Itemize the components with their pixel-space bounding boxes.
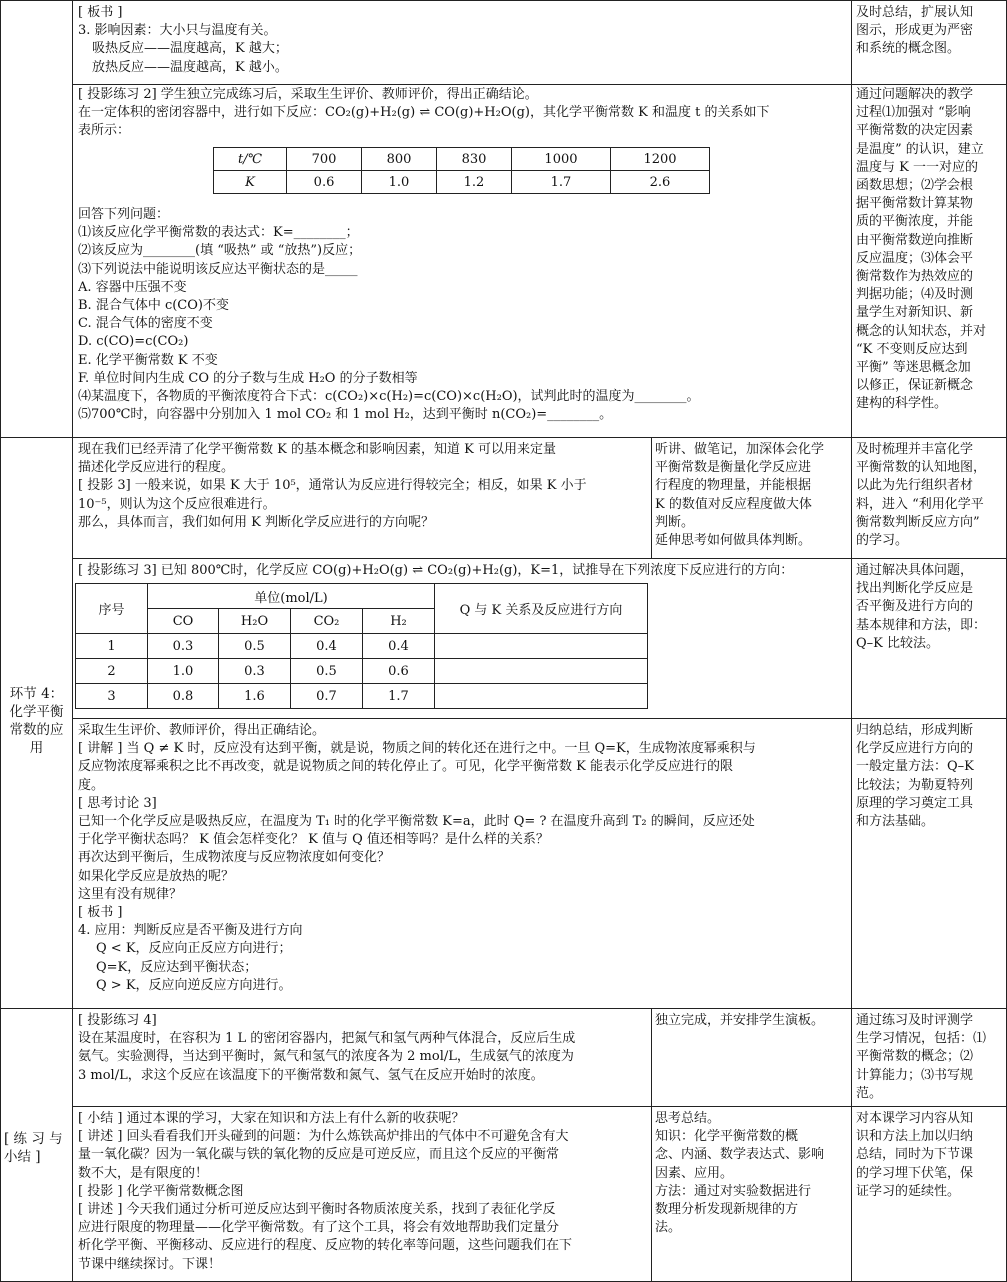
- row-line-3: [72, 558, 1007, 559]
- summary-note: [856, 1110, 1004, 1201]
- content-line: 设在某温度时，在容积为 1 L 的密闭容器内，把氮气和氢气两种气体混合，反应后生成: [78, 1031, 576, 1047]
- block3-student-activity: [655, 441, 850, 550]
- table-cell: 1.2: [437, 171, 512, 194]
- exercise3-title: [78, 562, 850, 580]
- col-qk-header: Q 与 K 关系及反应进行方向: [435, 584, 648, 634]
- label-line: 用: [29, 740, 44, 756]
- activity-line: 思考总结。: [655, 1111, 721, 1126]
- col-unit-header: 单位(mol/L): [148, 584, 435, 609]
- activity-line: 因素、应用。: [655, 1165, 734, 1181]
- note-line: 衡常数作为热效应的: [856, 269, 974, 285]
- block6-note: [856, 1012, 1004, 1103]
- option-line: D. c(CO)=c(CO₂): [78, 334, 189, 350]
- note-line: 平衡常数的决定因素: [856, 123, 974, 139]
- content-line: 于化学平衡状态吗？ K 值会怎样变化？ K 值与 Q 值还相等吗？是什么样的关系？: [78, 832, 549, 848]
- content-line: [ 投影 3] 一般来说，如果 K 大于 10⁵，通常认为反应进行得较完全；相反，如果 K 小于: [78, 478, 587, 494]
- option-line: E. 化学平衡常数 K 不变: [78, 352, 218, 368]
- note-line: 以此为先行组织者材: [856, 478, 974, 494]
- note-line: 比较法；为勒夏特列: [856, 777, 974, 793]
- table-header-cell: 1000: [511, 148, 610, 171]
- species-header: H₂: [363, 609, 435, 634]
- label-line: 化学平衡: [9, 704, 64, 720]
- content-line: 3 mol/L，求这个反应在该温度下的平衡常数和氮气、氢气在反应开始时的浓度。: [78, 1067, 544, 1083]
- table-cell: 2.6: [610, 171, 709, 194]
- activity-line: 独立完成，并安排学生演板。: [655, 1013, 825, 1028]
- exercise4-content: [78, 1012, 650, 1085]
- note-line: 的学习。: [856, 533, 909, 549]
- note-line: “K 不变则反应达到: [856, 341, 968, 357]
- section4-label: [2, 685, 71, 757]
- table-cell: 0.7: [291, 684, 363, 709]
- note-line: 过程⑴加强对 “影响: [856, 105, 971, 121]
- content-line: 4. 应用：判断反应是否平衡及进行方向: [78, 923, 303, 939]
- note-line: 量学生对新知识、新: [856, 305, 974, 321]
- note-line: 总结，同时为下节课: [856, 1147, 974, 1163]
- table-cell: 2: [76, 659, 148, 684]
- content-line: 氨气。实验测得，当达到平衡时，氮气和氢气的浓度各为 2 mol/L，生成氨气的浓度为: [78, 1049, 574, 1065]
- exothermic-rule: 放热反应——温度越高，K 越小。: [92, 59, 288, 75]
- border-left: [0, 0, 1, 1282]
- activity-line: 法。: [655, 1220, 682, 1236]
- content-line: 那么，具体而言，我们如何用 K 判断化学反应进行的方向呢？: [78, 514, 434, 530]
- border-col2-a: [651, 437, 652, 558]
- note-line: 及时总结，扩展认知: [856, 5, 974, 20]
- question-line: ⑵该反应为________(填 “吸热” 或 “放热”)反应；: [78, 243, 362, 259]
- block5-note: [856, 722, 1004, 831]
- row-line-4: [72, 718, 1007, 719]
- concentration-table: [75, 583, 648, 709]
- table-header-cell: 830: [437, 148, 512, 171]
- note-line: 衡常数判断反应方向”: [856, 514, 980, 530]
- table-cell: 3: [76, 684, 148, 709]
- species-header: CO: [148, 609, 219, 634]
- table-cell: 1.7: [363, 684, 435, 709]
- question-line: ⑷某温度下，各物质的平衡浓度符合下式：c(CO₂)×c(H₂)=c(CO)×c(H₂O)，试判此时的温度为________。: [78, 389, 700, 405]
- table-cell-empty: [435, 659, 648, 684]
- table-cell: 0.6: [287, 171, 362, 194]
- content-line: [ 思考讨论 3]: [78, 795, 157, 811]
- note-line: 是温度” 的认识，建立: [856, 141, 984, 157]
- block1-content: [78, 4, 848, 77]
- table-cell-empty: [435, 684, 648, 709]
- content-line: [ 讲述 ] 今天我们通过分析可逆反应达到平衡时各物质浓度关系，找到了表征化学反: [78, 1202, 556, 1218]
- row-line-1: [72, 84, 1007, 85]
- note-line: 和系统的概念图。: [856, 41, 961, 57]
- content-line: 这里有没有规律？: [78, 886, 183, 902]
- question-line: ⑴该反应化学平衡常数的表达式：K=________；: [78, 225, 359, 241]
- species-header: CO₂: [291, 609, 363, 634]
- note-line: 通过练习及时评测学: [856, 1013, 974, 1028]
- block1-note: [856, 4, 1004, 59]
- table-cell: 0.5: [219, 634, 291, 659]
- activity-line: 念、内涵、数学表达式、影响: [655, 1147, 825, 1163]
- rule-line: Q < K，反应向正反应方向进行；: [96, 941, 292, 957]
- activity-line: 平衡常数是衡量化学反应进: [655, 460, 812, 476]
- border-col2-b: [651, 1008, 652, 1282]
- label-line: [ 练 习 与: [4, 1131, 63, 1147]
- board-label: [ 板书 ]: [78, 5, 123, 20]
- option-line: A. 容器中压强不变: [78, 279, 187, 295]
- k-temperature-table: [213, 147, 710, 194]
- note-line: 化学反应进行方向的: [856, 741, 974, 757]
- note-line: 函数思想；⑵学会根: [856, 178, 974, 194]
- factor-heading: 3. 影响因素：大小只与温度有关。: [78, 23, 277, 39]
- content-line: 如果化学反应是放热的呢？: [78, 868, 235, 884]
- row-line-2: [0, 437, 1007, 438]
- table-cell: 1.0: [148, 659, 219, 684]
- note-line: 一般定量方法：Q–K: [856, 759, 974, 775]
- note-line: 通过解决具体问题，: [856, 563, 974, 578]
- note-line: 找出判断化学反应是: [856, 581, 974, 597]
- note-line: 及时梳理并丰富化学: [856, 442, 974, 457]
- question-line: ⑸700℃时，向容器中分别加入 1 mol CO₂ 和 1 mol H₂，达到平衡时 n(CO₂)=________。: [78, 407, 613, 423]
- table-header-cell: 700: [287, 148, 362, 171]
- table-cell: 0.3: [148, 634, 219, 659]
- content-line: [ 讲解 ] 当 Q ≠ K 时，反应没有达到平衡，就是说，物质之间的转化还在进行之中。一旦 Q=K，生成物浓度幂乘积与: [78, 741, 756, 757]
- note-line: 质的平衡浓度，并能: [856, 214, 974, 230]
- species-header: H₂O: [219, 609, 291, 634]
- label-line: 小结 ]: [4, 1149, 41, 1165]
- note-line: 计算能力；⑶书写规: [856, 1067, 974, 1083]
- note-line: 基本规律和方法，即：: [856, 617, 987, 633]
- activity-line: 延伸思考如何做具体判断。: [655, 533, 812, 549]
- table-row: [76, 634, 648, 659]
- note-line: 和方法基础。: [856, 814, 935, 830]
- activity-line: 方法：通过对实验数据进行: [655, 1183, 812, 1199]
- table-cell: 1.7: [511, 171, 610, 194]
- activity-line: K 的数值对反应程度做大体: [655, 496, 812, 512]
- note-line: 图示，形成更为严密: [856, 23, 974, 39]
- content-line: 已知一个化学反应是吸热反应，在温度为 T₁ 时的化学平衡常数 K=a，此时 Q= ? 在温度升高到 T₂ 的瞬间，反应还处: [78, 814, 755, 830]
- table-cell: 1: [76, 634, 148, 659]
- note-line: 温度与 K 一一对应的: [856, 159, 978, 175]
- exercise2-intro: [78, 86, 850, 141]
- content-line: [ 讲述 ] 回头看看我们开头碰到的问题：为什么炼铁高炉排出的气体中不可避免含有大: [78, 1129, 569, 1145]
- activity-line: 听讲、做笔记，加深体会化学: [655, 442, 825, 457]
- note-line: 否平衡及进行方向的: [856, 599, 974, 615]
- activity-line: 行程度的物理量，并能根据: [655, 478, 812, 494]
- note-line: 据平衡常数计算某物: [856, 196, 974, 212]
- note-line: 平衡常数的概念；⑵: [856, 1049, 974, 1065]
- table-cell: 0.3: [219, 659, 291, 684]
- content-line: [ 投影练习 4]: [78, 1013, 157, 1028]
- block6-student-activity: [655, 1012, 850, 1030]
- note-line: 由平衡常数逆向推断: [856, 232, 974, 248]
- table-cell-empty: [435, 634, 648, 659]
- col-seq-header: 序号: [76, 584, 148, 634]
- block4-note: [856, 562, 1004, 653]
- option-line: F. 单位时间内生成 CO 的分子数与生成 H₂O 的分子数相等: [78, 370, 418, 386]
- content-line: 量一氧化碳？因为一氧化碳与铁的氧化物的反应是可逆反应，而且这个反应的平衡常: [78, 1147, 560, 1163]
- content-line: [ 小结 ] 通过本课的学习，大家在知识和方法上有什么新的收获呢？: [78, 1111, 465, 1126]
- content-line: 反应物浓度幂乘积之比不再改变，就是说物质之间的转化停止了。可见，化学平衡常数 K 能表示化学反应进行的限: [78, 759, 733, 775]
- content-line: [ 投影 ] 化学平衡常数概念图: [78, 1183, 244, 1199]
- border-col3: [851, 0, 852, 1282]
- note-line: 识和方法上加以归纳: [856, 1129, 974, 1145]
- activity-line: 知识：化学平衡常数的概: [655, 1129, 799, 1145]
- border-top: [0, 0, 1007, 1]
- table-header-cell: t/℃: [214, 148, 287, 171]
- table-cell: 1.0: [362, 171, 437, 194]
- content-line: 描述化学反应进行的程度。: [78, 460, 235, 476]
- content-line: 应进行限度的物理量——化学平衡常数。有了这个工具，将会有效地帮助我们定量分: [78, 1220, 560, 1236]
- border-col1: [72, 0, 73, 1282]
- block2-note: [856, 86, 1004, 414]
- label-line: 常数的应: [9, 722, 64, 738]
- table-header-cell: 1200: [610, 148, 709, 171]
- note-line: 平衡常数的认知地图，: [856, 460, 987, 476]
- exercise2-reaction: 在一定体积的密闭容器中，进行如下反应：CO₂(g)+H₂(g) ⇌ CO(g)+H₂O(g)，其化学平衡常数 K 和温度 t 的关系如下: [78, 105, 770, 121]
- note-line: 的学习埋下伏笔，保: [856, 1165, 974, 1181]
- table-cell: 0.6: [363, 659, 435, 684]
- note-line: 料，进入 “利用化学平: [856, 496, 984, 512]
- note-line: 平衡” 等迷思概念加: [856, 360, 971, 376]
- block3-content: [78, 441, 650, 532]
- note-line: 证学习的延续性。: [856, 1183, 961, 1199]
- note-line: 反应温度；⑶体会平: [856, 250, 974, 266]
- question-line: ⑶下列说法中能说明该反应达平衡状态的是_____: [78, 261, 358, 277]
- note-line: 建构的科学性。: [856, 396, 948, 412]
- rule-line: Q > K，反应向逆反应方向进行。: [96, 977, 292, 993]
- content-line: 现在我们已经弄清了化学平衡常数 K 的基本概念和影响因素，知道 K 可以用来定量: [78, 442, 556, 457]
- block3-note: [856, 441, 1004, 550]
- exercise3-title-text: [ 投影练习 3] 已知 800℃时，化学反应 CO(g)+H₂O(g) ⇌ CO₂(g)+H₂(g)，K=1，试推导在下列浓度下反应进行的方向：: [78, 563, 794, 578]
- exercise2-title: [ 投影练习 2] 学生独立完成练习后，采取生生评价、教师评价，得出正确结论。: [78, 87, 538, 102]
- content-line: 10⁻⁵，则认为这个反应很难进行。: [78, 496, 276, 512]
- note-line: 概念的认知状态，并对: [856, 323, 987, 339]
- label-line: 环节 4：: [9, 686, 64, 702]
- table-cell: 1.6: [219, 684, 291, 709]
- option-line: C. 混合气体的密度不变: [78, 316, 213, 332]
- note-line: 范。: [856, 1085, 883, 1101]
- content-line: 析化学平衡、平衡移动、反应进行的程度、反应物的转化率等问题，这些问题我们在下: [78, 1238, 573, 1254]
- table-header-cell: 800: [362, 148, 437, 171]
- content-line: [ 板书 ]: [78, 905, 123, 921]
- rule-line: Q=K，反应达到平衡状态；: [96, 959, 258, 975]
- summary-student-activity: [655, 1110, 850, 1237]
- table-cell: K: [214, 171, 287, 194]
- content-line: 再次达到平衡后，生成物浓度与反应物浓度如何变化？: [78, 850, 391, 866]
- content-line: 采取生生评价、教师评价，得出正确结论。: [78, 723, 326, 738]
- note-line: Q–K 比较法。: [856, 635, 940, 651]
- row-line-6: [72, 1106, 1007, 1107]
- table-row: [76, 684, 648, 709]
- table-cell: 0.8: [148, 684, 219, 709]
- note-line: 原理的学习奠定工具: [856, 795, 974, 811]
- question-line: 回答下列问题：: [78, 207, 170, 222]
- note-line: 判据功能；⑷及时测: [856, 287, 974, 303]
- note-line: 归纳总结，形成判断: [856, 723, 974, 738]
- content-line: 度。: [78, 777, 105, 793]
- note-line: 以修正，保证新概念: [856, 378, 974, 394]
- note-line: 生学习情况，包括：⑴: [856, 1031, 987, 1047]
- block5-content: [78, 722, 850, 995]
- endothermic-rule: 吸热反应——温度越高，K 越大；: [92, 41, 288, 57]
- note-line: 对本课学习内容从知: [856, 1111, 974, 1126]
- table-cell: 0.5: [291, 659, 363, 684]
- table-cell: 0.4: [291, 634, 363, 659]
- activity-line: 数理分析发现新规律的方: [655, 1202, 799, 1218]
- option-line: B. 混合气体中 c(CO)不变: [78, 298, 229, 314]
- summary-content: [78, 1110, 650, 1274]
- activity-line: 判断。: [655, 514, 695, 530]
- note-line: 通过问题解决的教学: [856, 87, 974, 102]
- content-line: 节课中继续探讨。下课！: [78, 1256, 222, 1272]
- table-cell: 0.4: [363, 634, 435, 659]
- table-row: [76, 659, 648, 684]
- section5-label: [4, 1130, 71, 1166]
- exercise2-questions: [78, 206, 850, 424]
- content-line: 数不大，是有限度的！: [78, 1165, 209, 1181]
- row-line-5: [0, 1008, 1007, 1009]
- exercise2-table-caption: 表所示：: [78, 123, 131, 139]
